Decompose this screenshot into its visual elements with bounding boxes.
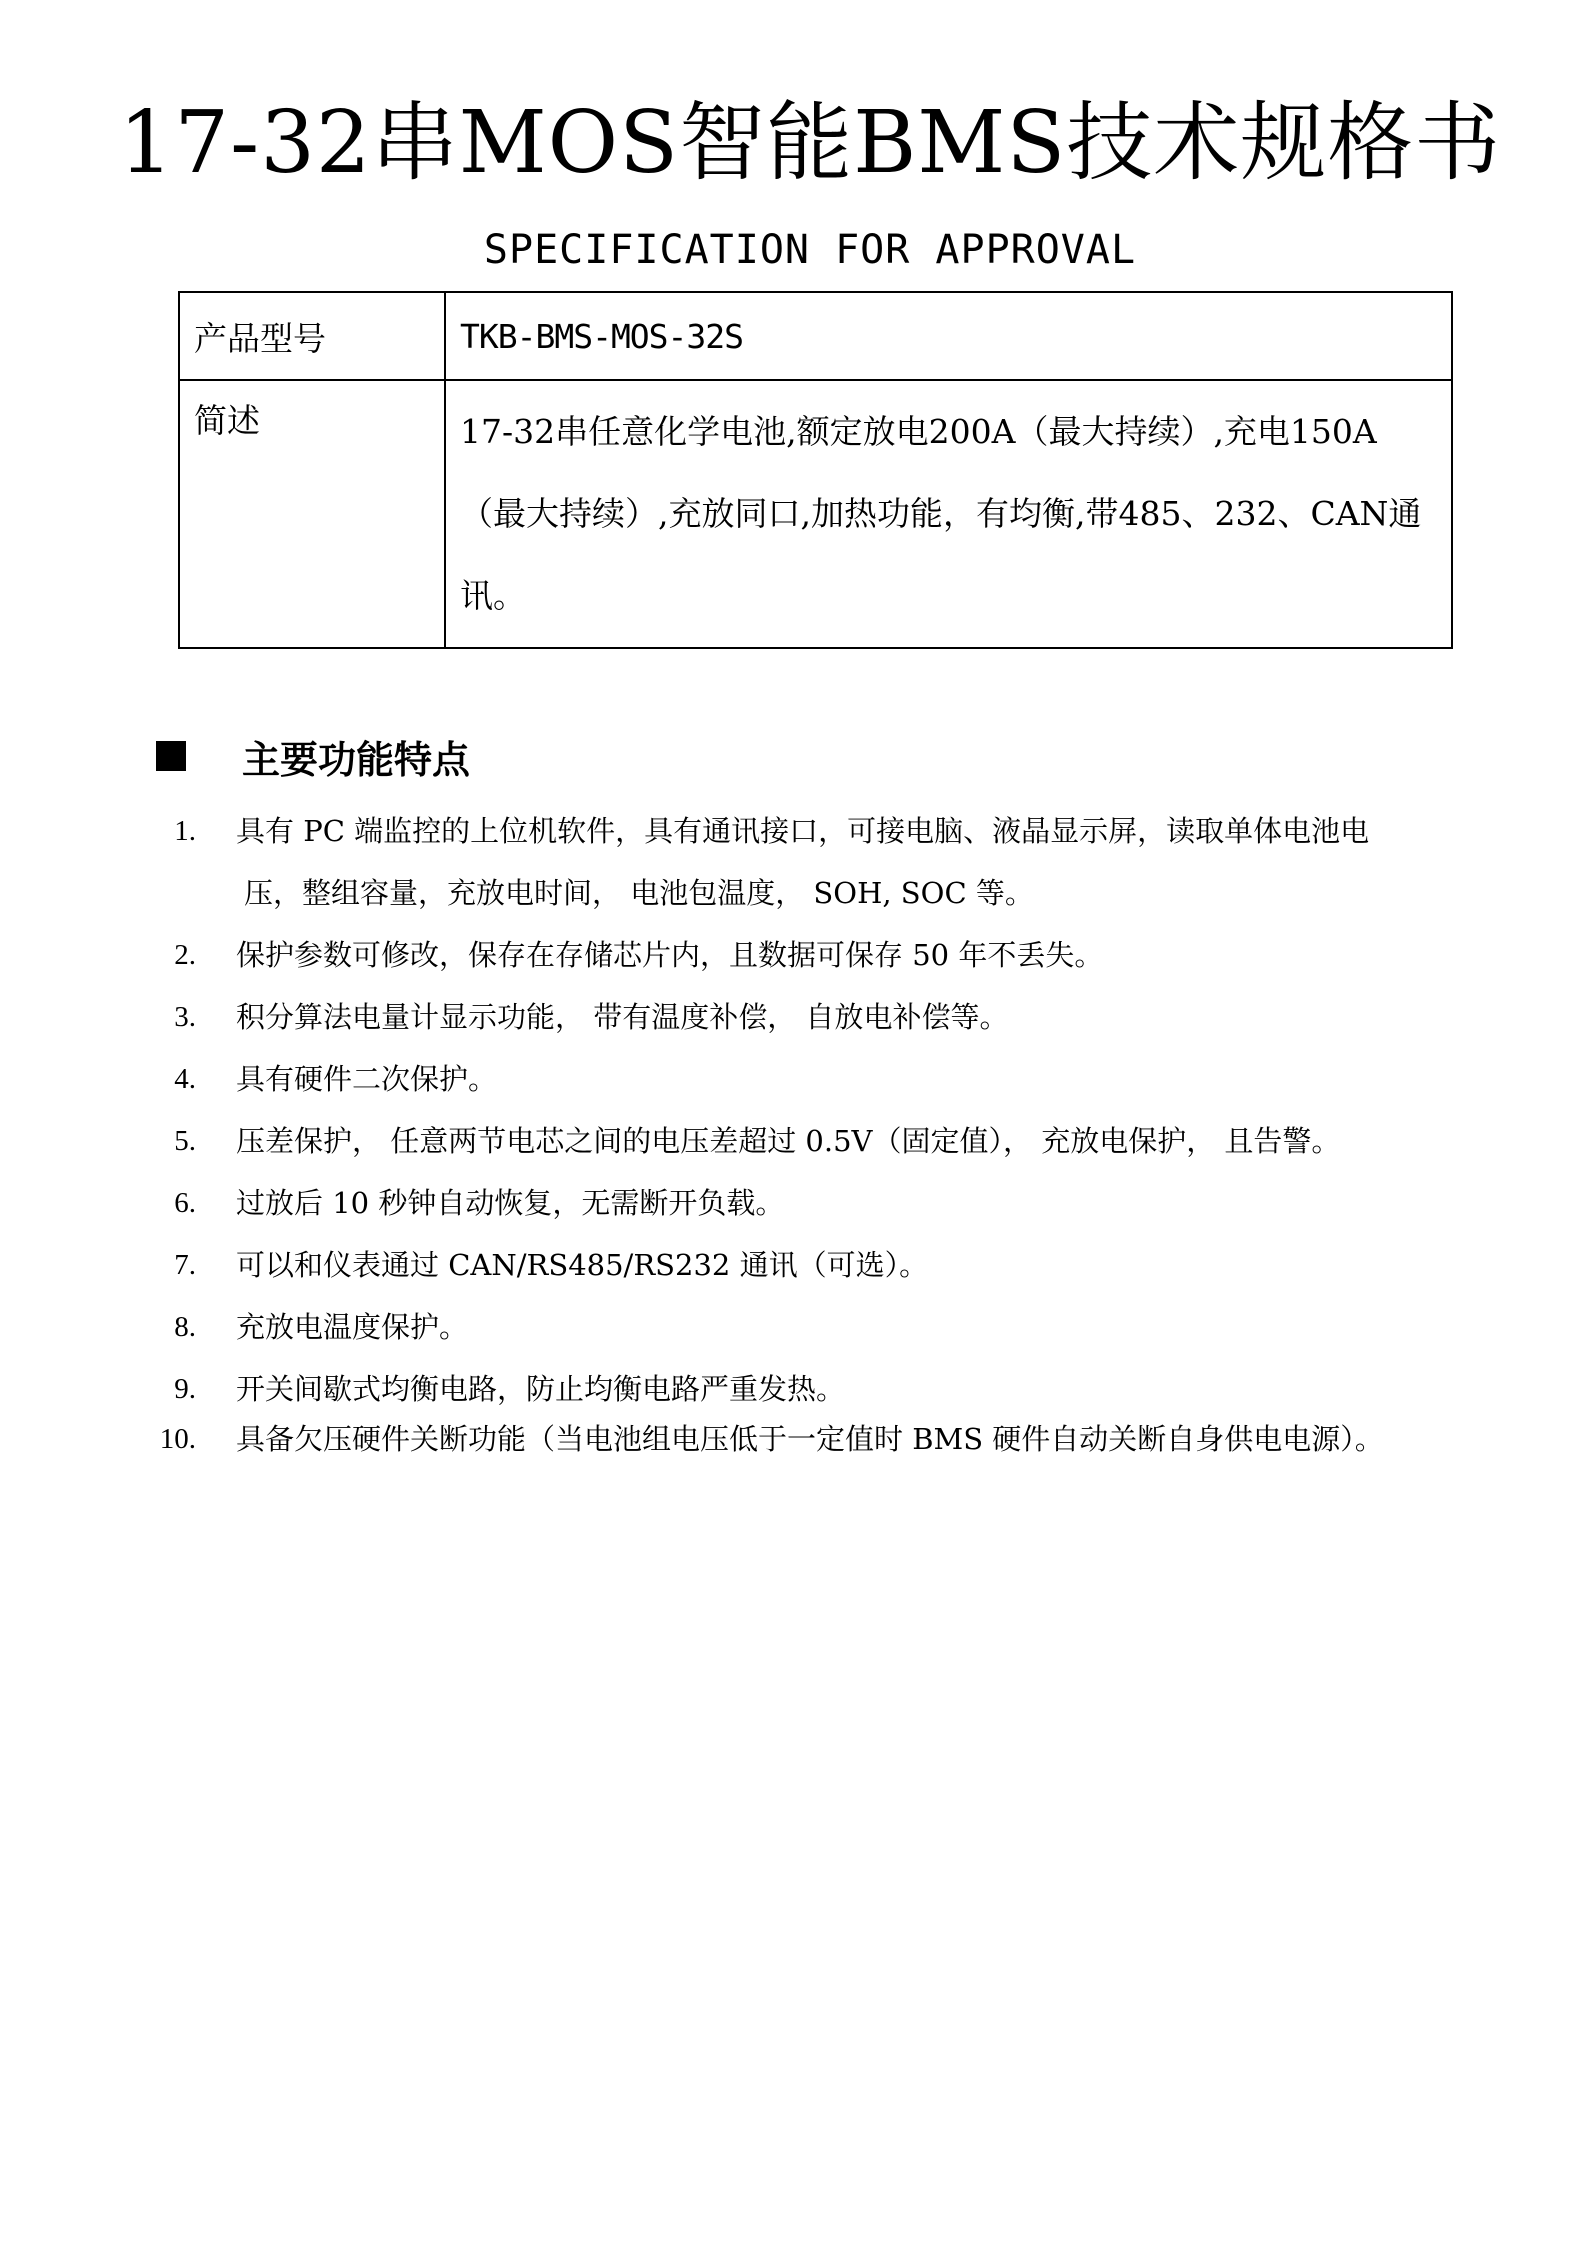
- list-item-number: 5.: [174, 1125, 196, 1157]
- list-item-text: 压差保护， 任意两节电芯之间的电压差超过 0.5V（固定值）， 充放电保护， 且告警。: [236, 1124, 1341, 1158]
- list-item-number: 3.: [174, 1001, 196, 1033]
- list-item-number: 4.: [174, 1063, 196, 1095]
- list-item-text: 积分算法电量计显示功能， 带有温度补偿， 自放电补偿等。: [236, 1000, 1009, 1034]
- list-item-number: 1.: [174, 815, 196, 847]
- section-heading-text: 主要功能特点: [242, 737, 471, 782]
- list-item-number: 2.: [174, 939, 196, 971]
- list-item: [150, 1408, 1480, 1470]
- list-item-number: 9.: [174, 1373, 196, 1405]
- list-item-number: 10.: [159, 1423, 196, 1455]
- list-item-number: 7.: [174, 1249, 196, 1281]
- list-item-text: 开关间歇式均衡电路，防止均衡电路严重发热。: [236, 1372, 846, 1406]
- list-item: [150, 1234, 1480, 1296]
- description-value: 17-32串任意化学电池,额定放电200A（最大持续）,充电150A（最大持续）,充放同口,加热功能，有均衡,带485、232、CAN通讯。: [445, 380, 1452, 648]
- table-row-model: [179, 292, 1452, 380]
- list-item-text: 保护参数可修改，保存在存储芯片内，且数据可保存 50 年不丢失。: [236, 938, 1104, 972]
- list-item-number: 8.: [174, 1311, 196, 1343]
- document-subtitle: SPECIFICATION FOR APPROVAL: [483, 227, 1137, 273]
- list-item: [150, 800, 1480, 924]
- list-item: [150, 1172, 1480, 1234]
- model-label: 产品型号: [179, 292, 445, 380]
- feature-list: [150, 800, 1480, 1470]
- list-item-text: 充放电温度保护。: [236, 1310, 469, 1344]
- spec-table: [178, 291, 1453, 649]
- list-item: [150, 1048, 1480, 1110]
- description-label: 简述: [179, 380, 445, 648]
- list-item: [150, 1296, 1480, 1358]
- list-item-text: 具有硬件二次保护。: [236, 1062, 498, 1096]
- list-item: [150, 986, 1480, 1048]
- list-item-line: 具有 PC 端监控的上位机软件，具有通讯接口，可接电脑、液晶显示屏，读取单体电池电: [236, 814, 1370, 848]
- list-item-text: 过放后 10 秒钟自动恢复，无需断开负载。: [236, 1186, 785, 1220]
- section-heading: [156, 728, 470, 784]
- black-square-icon: [156, 741, 186, 771]
- model-value: [445, 292, 1452, 380]
- list-item-number: 6.: [174, 1187, 196, 1219]
- list-item-continuation: 压，整组容量，充放电时间， 电池包温度， SOH, SOC 等。: [244, 876, 1034, 910]
- list-item-text: [236, 800, 1480, 924]
- list-item: [150, 924, 1480, 986]
- model-value-text: TKB-BMS-MOS-32S: [460, 316, 744, 356]
- list-item-text: 具备欠压硬件关断功能（当电池组电压低于一定值时 BMS 硬件自动关断自身供电电源）。: [236, 1422, 1384, 1456]
- list-item: [150, 1110, 1480, 1172]
- document-title: 17-32串MOS智能BMS技术规格书: [118, 93, 1502, 193]
- list-item-text: 可以和仪表通过 CAN/RS485/RS232 通讯（可选）。: [236, 1248, 929, 1282]
- table-row-description: [179, 380, 1452, 648]
